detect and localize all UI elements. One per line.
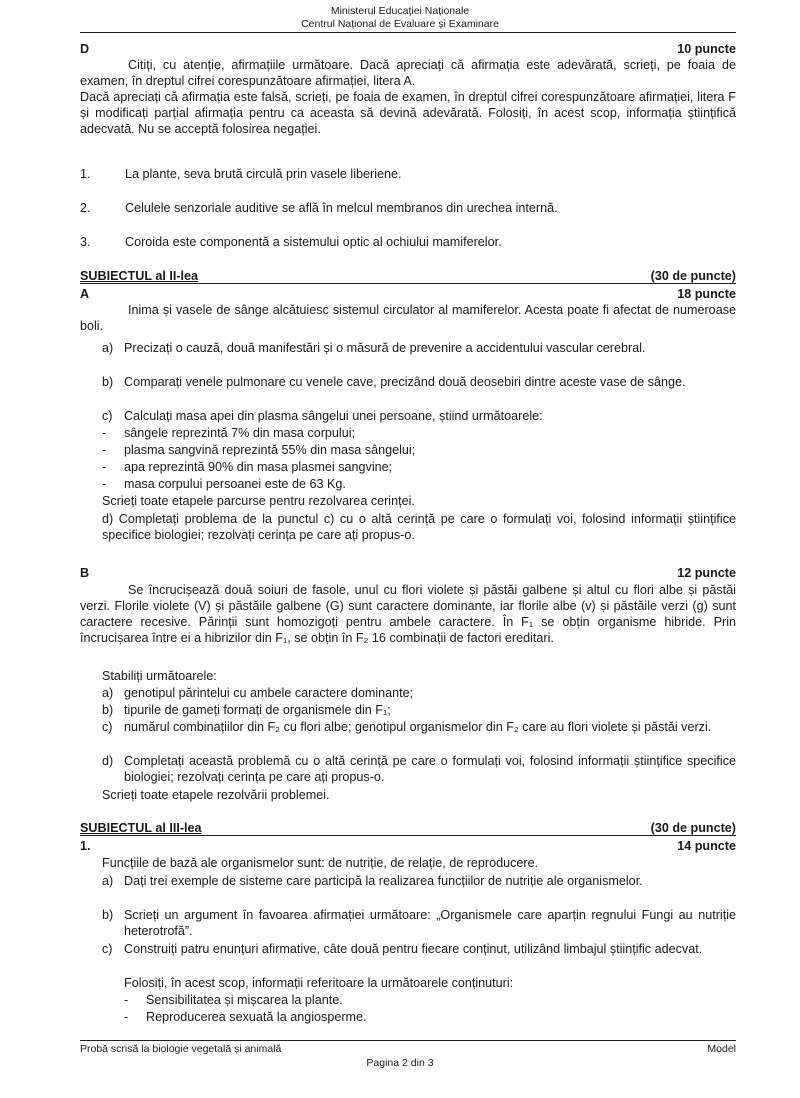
- item-text: Dați trei exemple de sisteme care participă la realizarea funcțiilor de nutriție ale organismelor.: [124, 874, 643, 888]
- item-label: c): [102, 720, 113, 734]
- item-label: c): [102, 942, 113, 956]
- item-text: numărul combinațiilor din F₂ cu flori albe; genotipul organismelor din F₂ care au flori violete și păstăi verzi.: [124, 720, 712, 734]
- item-text: tipurile de gameți formați de organismele din F₁;: [124, 703, 391, 717]
- item-text: Precizați o cauză, două manifestări și o măsură de prevenire a accidentului vascular cerebral.: [124, 341, 646, 355]
- item-label: b): [102, 703, 114, 717]
- item-label: a): [102, 686, 114, 700]
- section-b-intro: Se încrucișează două soiuri de fasole, unul cu flori violete și păstăi galbene și altul cu flori albe și păstăi verzi. Florile violete (V) și păstăile galbene (G) sunt caractere dominante, iar florile albe (v) și păstăile verzi (g) sunt caractere recesive. Părinții sunt homozigoți pentru ambele caractere. În F₁ se obțin organisme hibride. Prin încrucișarea între ei a hibrizilor din F₁, se obțin în F₂ 16 combinații de factori ereditari.: [80, 583, 736, 645]
- dash-bullet: -: [124, 1010, 129, 1024]
- item-text: Calculați masa apei din plasma sângelui unei persoane, știind următoarele:: [124, 409, 543, 423]
- data-text: masa corpului persoanei este de 63 Kg.: [124, 477, 346, 491]
- page-number: Pagina 2 din 3: [366, 1057, 434, 1069]
- subject-2-points: (30 de puncte): [650, 269, 736, 283]
- subject-3-title: SUBIECTUL al III-lea: [80, 821, 202, 835]
- item-label: a): [102, 341, 114, 355]
- footer-right: Model: [707, 1043, 736, 1055]
- statement-number: 1.: [80, 167, 91, 181]
- content-text: Sensibilitatea și mișcarea la plante.: [146, 993, 343, 1007]
- statement-text: Celulele senzoriale auditive se află în melcul membranos din urechea internă.: [125, 201, 558, 215]
- part-d-letter: D: [80, 42, 90, 56]
- ministry-header: Ministerul Educației Naționale: [330, 5, 470, 17]
- section-b-establish: Stabiliți următoarele:: [102, 669, 217, 683]
- data-text: plasma sangvină reprezintă 55% din masa sângelui;: [124, 443, 416, 457]
- subject-3-rule: [80, 835, 736, 836]
- part-d-points: 10 puncte: [677, 42, 736, 56]
- item-text: Comparați venele pulmonare cu venele cave, precizând două deosebiri dintre aceste vase de sânge.: [124, 375, 686, 389]
- section-b-letter: B: [80, 566, 90, 580]
- section-b-points: 12 puncte: [677, 566, 736, 580]
- item-1-number: 1.: [80, 839, 91, 853]
- statement-text: La plante, seva brută circulă prin vasele liberiene.: [125, 167, 402, 181]
- section-a-write-steps: Scrieți toate etapele parcurse pentru rezolvarea cerinței.: [102, 494, 415, 508]
- content-text: Reproducerea sexuată la angiosperme.: [146, 1010, 367, 1024]
- footer-rule: [80, 1040, 736, 1041]
- header-rule: [80, 32, 736, 33]
- footer-left: Probă scrisă la biologie vegetală și animală: [80, 1043, 282, 1055]
- subject-2-rule: [80, 283, 736, 284]
- section-a-letter: A: [80, 287, 90, 301]
- section-a-item-d: d) Completați problema de la punctul c) cu o altă cerință pe care o formulați voi, folosind informații științifice specifice biologiei; rezolvați cerința pe care ați propus-o.: [102, 512, 736, 542]
- dash-bullet: -: [124, 993, 129, 1007]
- section-a-points: 18 puncte: [677, 287, 736, 301]
- center-header: Centrul Național de Evaluare și Examinare: [301, 18, 499, 30]
- item-1-use: Folosiți, în acest scop, informații referitoare la următoarele conținuturi:: [124, 976, 514, 990]
- section-b-write-steps: Scrieți toate etapele rezolvării problemei.: [102, 788, 330, 802]
- statement-text: Coroida este componentă a sistemului optic al ochiului mamiferelor.: [125, 235, 502, 249]
- data-text: sângele reprezintă 7% din masa corpului;: [124, 426, 356, 440]
- part-d-intro-2: Dacă apreciați că afirmația este falsă, scrieți, pe foaia de examen, în dreptul cifrei corespunzătoare afirmației, litera F și modificați parțial afirmația pentru ca aceasta să devină adevărată. Folosiți, în acest scop, informația științifică adecvată. Nu se acceptă folosirea negației.: [80, 90, 736, 136]
- item-text: Scrieți un argument în favoarea afirmației următoare: „Organismele care aparțin regnului Fungi au nutriție heterotrofă”.: [124, 908, 736, 938]
- item-1-intro: Funcțiile de bază ale organismelor sunt: de nutriție, de relație, de reproducere.: [102, 856, 539, 870]
- item-label: c): [102, 409, 113, 423]
- dash-bullet: -: [102, 443, 107, 457]
- statement-number: 3.: [80, 235, 91, 249]
- statement-number: 2.: [80, 201, 91, 215]
- item-label: b): [102, 375, 114, 389]
- item-1-points: 14 puncte: [677, 839, 736, 853]
- subject-3-points: (30 de puncte): [650, 821, 736, 835]
- item-label: b): [102, 908, 114, 922]
- item-text: Construiți patru enunțuri afirmative, câte două pentru fiecare conținut, utilizând limbajul științific adecvat.: [124, 942, 703, 956]
- subject-2-title: SUBIECTUL al II-lea: [80, 269, 199, 283]
- section-a-intro: Inima și vasele de sânge alcătuiesc sistemul circulator al mamiferelor. Acesta poate fi afectat de numeroase boli.: [80, 303, 736, 333]
- dash-bullet: -: [102, 460, 107, 474]
- data-text: apa reprezintă 90% din masa plasmei sangvine;: [124, 460, 393, 474]
- item-label: d): [102, 754, 114, 768]
- item-label: a): [102, 874, 114, 888]
- item-text: genotipul părintelui cu ambele caractere dominante;: [124, 686, 414, 700]
- item-text: Completați această problemă cu o altă cerință pe care o formulați voi, folosind informații științifice specifice biologiei; rezolvați cerința pe care ați propus-o.: [124, 754, 736, 784]
- dash-bullet: -: [102, 426, 107, 440]
- dash-bullet: -: [102, 477, 107, 491]
- part-d-intro-1: Citiți, cu atenție, afirmațiile următoare. Dacă apreciați că afirmația este adevărată, scrieți, pe foaia de examen, în dreptul cifrei corespunzătoare afirmației, litera A.: [80, 58, 736, 88]
